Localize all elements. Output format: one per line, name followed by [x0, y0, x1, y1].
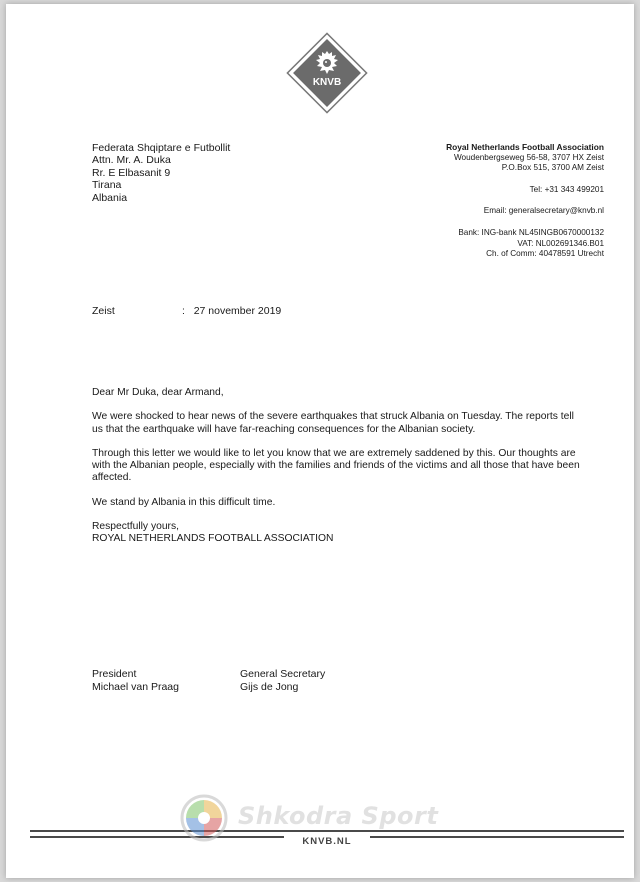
- salutation: Dear Mr Duka, dear Armand,: [92, 387, 224, 398]
- sender-address-1: Woudenbergseweg 56-58, 3707 HX Zeist: [453, 152, 604, 162]
- date-line: [92, 305, 282, 317]
- paragraph: We stand by Albania in this difficult time.: [92, 496, 276, 508]
- sender-details: [446, 142, 604, 260]
- recipient-line: Attn. Mr. A. Duka: [92, 154, 171, 167]
- signature-secretary: [240, 668, 325, 693]
- sender-tel: Tel: +31 343 499201: [529, 184, 604, 194]
- paragraph: We were shocked to hear news of the severe earthquakes that struck Albania on Tuesday. The reports tell us that the earthquake will have far-reaching consequences for the Albanian society.: [92, 411, 574, 435]
- date-value: 27 november 2019: [193, 305, 282, 317]
- sender-email: Email: generalsecretary@knvb.nl: [483, 206, 604, 216]
- sender-commerce: Ch. of Comm: 40478591 Utrecht: [486, 249, 604, 259]
- recipient-line: Federata Shqiptare e Futbollit: [92, 142, 231, 154]
- date-place: Zeist: [92, 305, 115, 317]
- signature-name: Michael van Praag: [92, 680, 179, 693]
- recipient-line: Albania: [92, 191, 128, 204]
- recipient-line: Rr. E Elbasanit 9: [92, 166, 171, 179]
- letter-page: [6, 4, 634, 878]
- closing-org: ROYAL NETHERLANDS FOOTBALL ASSOCIATION: [92, 533, 334, 545]
- signature-president: [92, 668, 179, 693]
- recipient-line: Tirana: [92, 179, 122, 192]
- sender-org: Royal Netherlands Football Association: [446, 142, 604, 152]
- knvb-logo: [284, 30, 370, 116]
- sender-bank: Bank: ING-bank NL45INGB0670000132: [458, 227, 604, 237]
- signature-name: Gijs de Jong: [240, 680, 299, 693]
- sender-address-2: P.O.Box 515, 3700 AM Zeist: [501, 163, 604, 173]
- letter-body: [92, 387, 582, 546]
- signature-title: General Secretary: [240, 668, 326, 680]
- watermark-text: Shkodra Sport: [238, 802, 439, 830]
- logo-text: KNVB: [312, 77, 342, 88]
- signature-title: President: [92, 668, 137, 680]
- footer-site: KNVB.NL: [284, 836, 370, 847]
- paragraph: Through this letter we would like to let you know that we are extremely saddened by this. Our thoughts are with the Albanian people, especially with the families and friends of the victims and all those that have been affected.: [92, 447, 580, 484]
- closing: Respectfully yours,: [92, 521, 179, 533]
- sender-vat: VAT: NL002691346.B01: [517, 238, 604, 248]
- date-separator: :: [182, 305, 185, 317]
- recipient-address: [92, 142, 230, 204]
